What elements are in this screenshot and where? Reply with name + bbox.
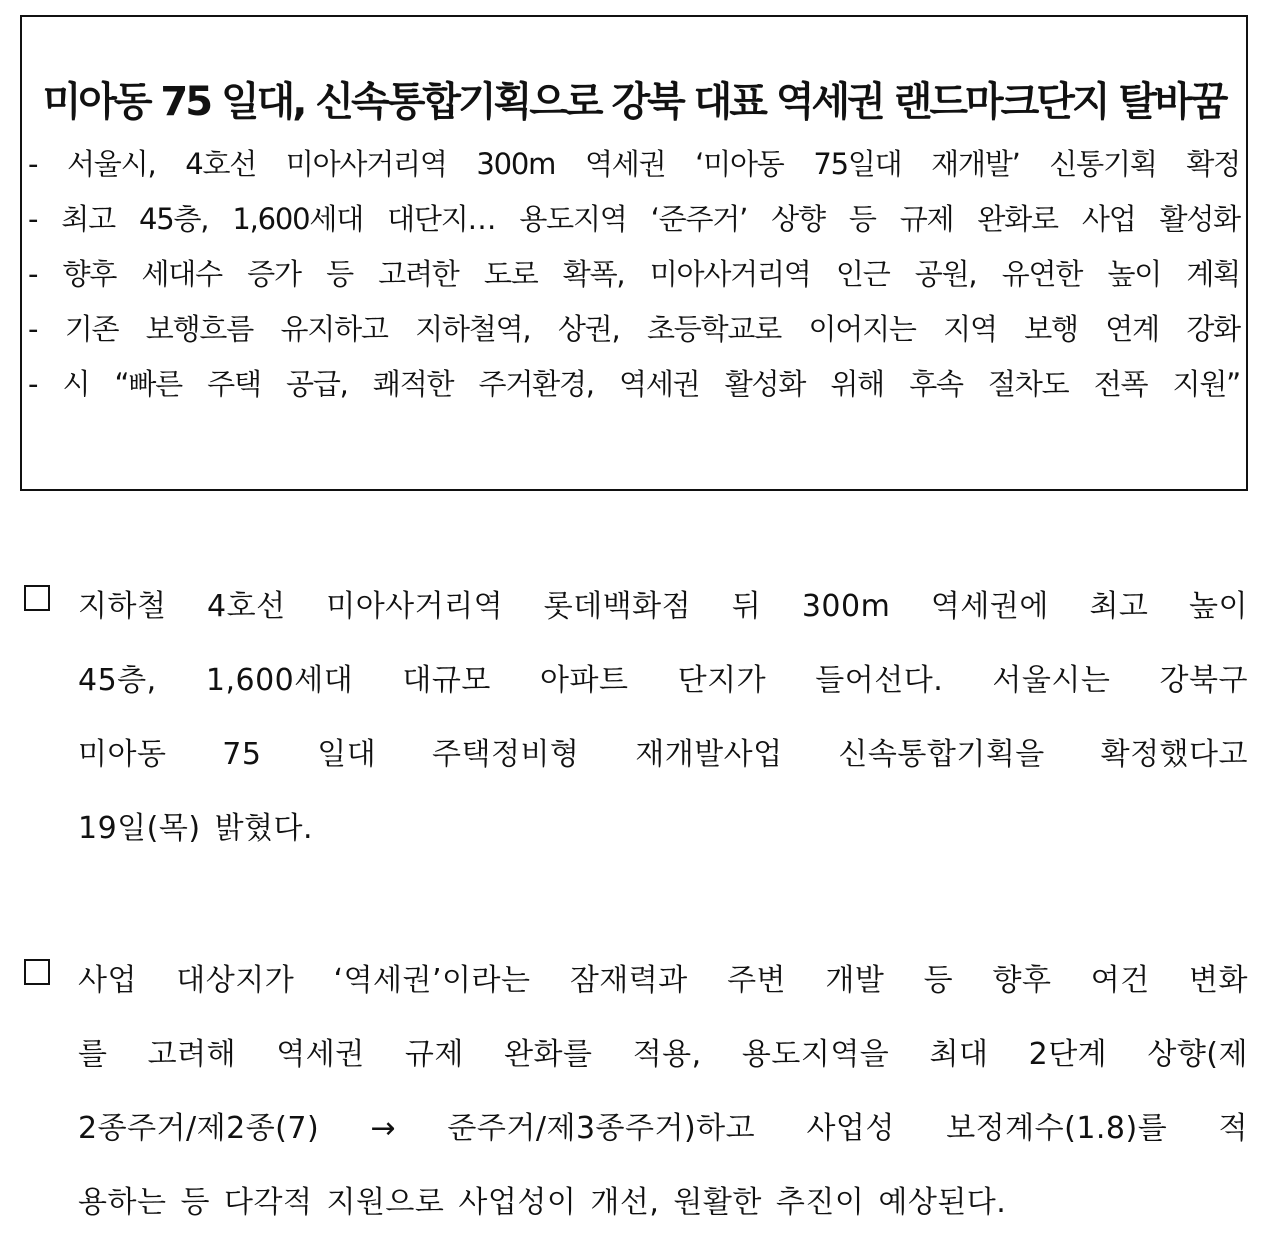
paragraph-line: 45층, 1,600세대 대규모 아파트 단지가 들어선다. 서울시는 강북구	[78, 663, 1248, 698]
summary-bullet: - 서울시, 4호선 미아사거리역 300m 역세권 ‘미아동 75일대 재개발’ 신통기획 확정	[28, 147, 1240, 181]
body-paragraph-1	[22, 570, 1248, 866]
checkbox-marker-icon	[24, 585, 50, 611]
summary-box	[20, 15, 1248, 491]
summary-bullet: - 향후 세대수 증가 등 고려한 도로 확폭, 미아사거리역 인근 공원, 유연한 높이 계획	[28, 257, 1240, 291]
paragraph-line: 용하는 등 다각적 지원으로 사업성이 개선, 원활한 추진이 예상된다.	[78, 1185, 1007, 1220]
paragraph-line-text: 지하철 4호선 미아사거리역 롯데백화점 뒤 300m 역세권에 최고 높이	[78, 589, 1248, 624]
paragraph-line: 19일(목) 밝혔다.	[78, 811, 314, 846]
paragraph-line	[22, 944, 1248, 1018]
body-paragraph-2	[22, 944, 1248, 1240]
checkbox-marker-icon	[24, 959, 50, 985]
headline: 미아동 75 일대, 신속통합기획으로 강북 대표 역세권 랜드마크단지 탈바꿈	[42, 79, 1226, 125]
summary-bullet: - 기존 보행흐름 유지하고 지하철역, 상권, 초등학교로 이어지는 지역 보행 연계 강화	[28, 312, 1240, 346]
paragraph-line: 미아동 75 일대 주택정비형 재개발사업 신속통합기획을 확정했다고	[78, 737, 1248, 772]
paragraph-line-text: 사업 대상지가 ‘역세권’이라는 잠재력과 주변 개발 등 향후 여건 변화	[78, 963, 1248, 998]
summary-bullet: - 시 “빠른 주택 공급, 쾌적한 주거환경, 역세권 활성화 위해 후속 절차도 전폭 지원”	[28, 367, 1240, 401]
paragraph-line: 2종주거/제2종(7) → 준주거/제3종주거)하고 사업성 보정계수(1.8)를 적	[78, 1111, 1248, 1146]
summary-bullet-list	[28, 137, 1240, 412]
paragraph-line	[22, 570, 1248, 644]
summary-bullet: - 최고 45층, 1,600세대 대단지… 용도지역 ‘준주거’ 상향 등 규제 완화로 사업 활성화	[28, 202, 1240, 236]
paragraph-line: 를 고려해 역세권 규제 완화를 적용, 용도지역을 최대 2단계 상향(제	[78, 1037, 1248, 1072]
